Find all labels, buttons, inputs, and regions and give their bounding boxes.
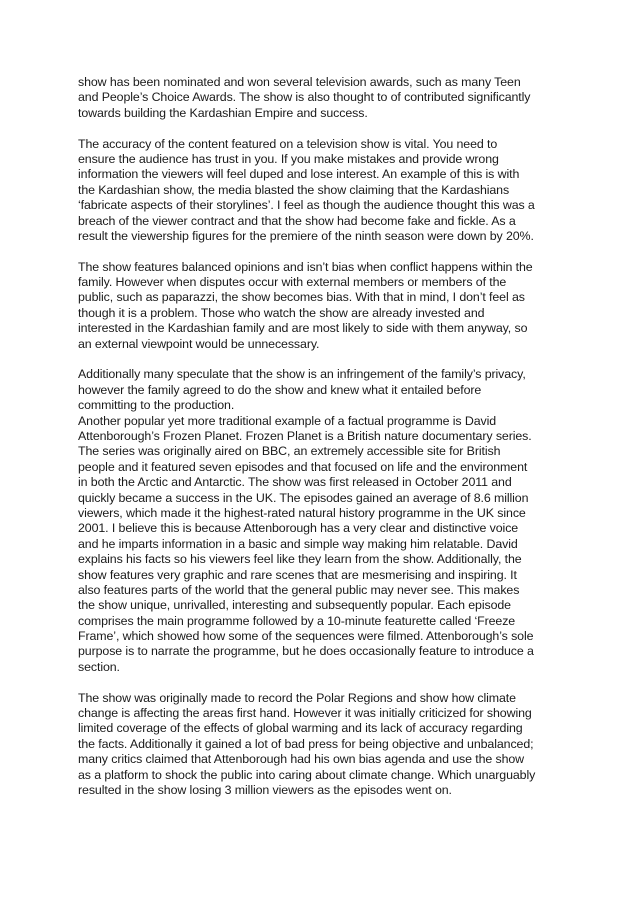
text-line: and People’s Choice Awards. The show is also thought to of contributed significantly <box>78 90 531 105</box>
paragraph-spacer <box>78 352 562 367</box>
text-line: Frame’, which showed how some of the sequences were filmed. Attenborough’s sole <box>78 629 534 644</box>
text-line: 2001. I believe this is because Attenborough has a very clear and distinctive voice <box>78 521 519 536</box>
text-line: however the family agreed to do the show and knew what it entailed before <box>78 382 482 397</box>
text-line: show has been nominated and won several television awards, such as many Teen <box>78 75 521 89</box>
text-line: interested in the Kardashian family and are most likely to side with them anyway, so <box>78 321 528 336</box>
text-line: ensure the audience has trust in you. If you make mistakes and provide wrong <box>78 151 499 166</box>
text-line: Another popular yet more traditional example of a factual programme is David <box>78 413 497 428</box>
text-line: section. <box>78 659 120 674</box>
text-line: an external viewpoint would be unnecessary. <box>78 336 320 351</box>
text-line: quickly became a success in the UK. The episodes gained an average of 8.6 million <box>78 490 529 505</box>
text-line: and he imparts information in a basic and simple way making him relatable. David <box>78 536 518 551</box>
text-line: towards building the Kardashian Empire and success. <box>78 105 368 120</box>
text-line: comprises the main programme followed by a 10-minute featurette called ‘Freeze <box>78 613 516 628</box>
text-line: information the viewers will feel duped and lose interest. An example of this is with <box>78 167 520 182</box>
text-line: ‘fabricate aspects of their storylines’. I feel as though the audience thought this was a <box>78 198 535 213</box>
paragraph-spacer <box>78 121 562 136</box>
text-line: people and it featured seven episodes and that focused on life and the environment <box>78 459 528 474</box>
body-text <box>78 75 562 798</box>
text-line: result the viewership figures for the premiere of the ninth season were down by 20%. <box>78 228 534 243</box>
paragraph <box>78 691 562 799</box>
text-line: the show unique, unrivalled, interesting and subsequently popular. Each episode <box>78 598 511 613</box>
text-line: viewers, which made it the highest-rated natural history programme in the UK since <box>78 505 526 520</box>
text-line: The series was originally aired on BBC, an extremely accessible site for British <box>78 444 501 459</box>
text-line: The show features balanced opinions and isn’t bias when conflict happens within the <box>78 259 533 274</box>
text-line: breach of the viewer contract and that the show had become fake and fickle. As a <box>78 213 516 228</box>
paragraph <box>78 137 562 245</box>
text-line: family. However when disputes occur with external members or members of the <box>78 275 507 290</box>
text-line: explains his facts so his viewers feel like they learn from the show. Additionally, the <box>78 552 522 567</box>
paragraph <box>78 367 562 675</box>
paragraph-spacer <box>78 244 562 259</box>
text-line: change is affecting the areas first hand. However it was initially criticized for showing <box>78 706 532 721</box>
text-line: limited coverage of the effects of global warming and its lack of accuracy regarding <box>78 721 523 736</box>
text-line: though it is a problem. Those who watch the show are already invested and <box>78 305 485 320</box>
text-line: as a platform to shock the public into caring about climate change. Which unarguably <box>78 767 536 782</box>
text-line: The accuracy of the content featured on a television show is vital. You need to <box>78 136 498 151</box>
paragraph-spacer <box>78 675 562 690</box>
text-line: purpose is to narrate the programme, but he does occasionally feature to introduce a <box>78 644 534 659</box>
text-line: public, such as paparazzi, the show becomes bias. With that in mind, I don’t feel as <box>78 290 525 305</box>
paragraph <box>78 75 562 121</box>
text-line: the facts. Additionally it gained a lot of bad press for being objective and unbalanced; <box>78 736 534 751</box>
paragraph <box>78 260 562 352</box>
text-line: in both the Arctic and Antarctic. The show was first released in October 2011 and <box>78 475 512 490</box>
text-line: Additionally many speculate that the show is an infringement of the family’s privacy, <box>78 367 526 382</box>
text-line: show features very graphic and rare scenes that are mesmerising and inspiring. It <box>78 567 517 582</box>
text-line: resulted in the show losing 3 million viewers as the episodes went on. <box>78 782 452 797</box>
text-line: committing to the production. <box>78 398 235 413</box>
text-line: Attenborough’s Frozen Planet. Frozen Planet is a British nature documentary series. <box>78 428 532 443</box>
text-line: many critics claimed that Attenborough had his own bias agenda and use the show <box>78 752 525 767</box>
text-line: the Kardashian show, the media blasted the show claiming that the Kardashians <box>78 182 510 197</box>
text-line: also features parts of the world that the general public may never see. This makes <box>78 582 520 597</box>
text-line: The show was originally made to record the Polar Regions and show how climate <box>78 690 516 705</box>
